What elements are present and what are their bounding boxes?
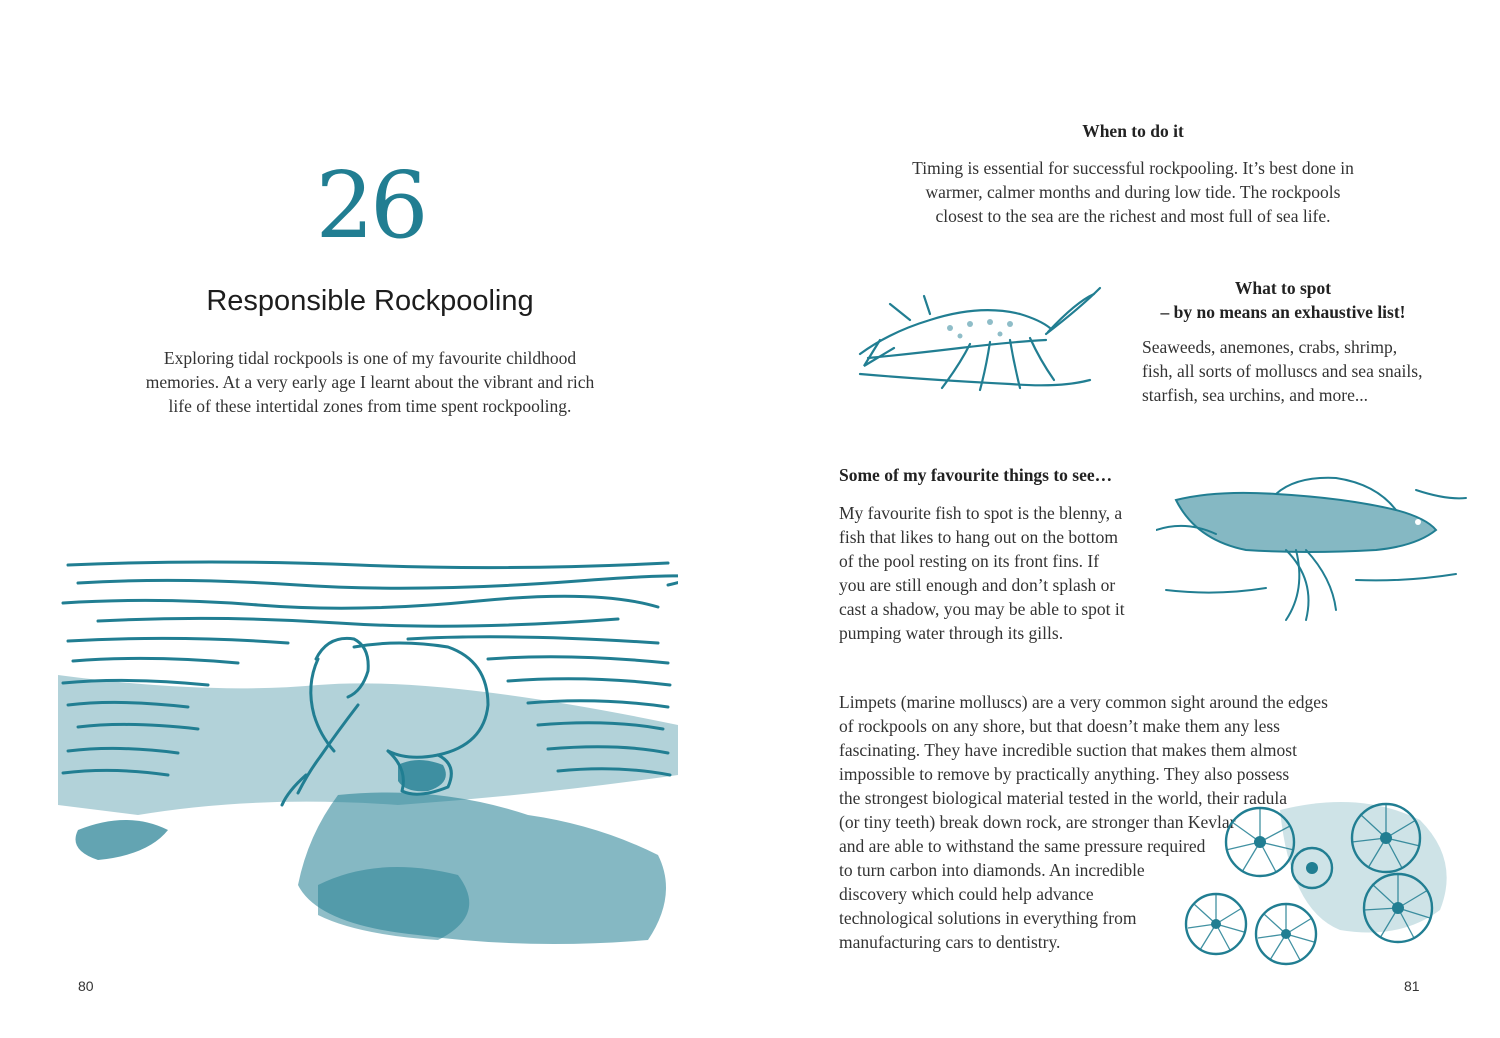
spot-line: fish, all sorts of molluscs and sea snails, [1142, 361, 1423, 381]
favourites-line: of the pool resting on its front fins. If [839, 551, 1100, 571]
limpets-line: and are able to withstand the same pressure required [839, 836, 1206, 856]
limpets-line: (or tiny teeth) break down rock, are stronger than Kevlar [839, 812, 1236, 832]
page-number-left: 80 [78, 978, 94, 994]
spot-heading-line: – by no means an exhaustive list! [1160, 302, 1406, 322]
limpets-line: impossible to remove by practically anything. They also possess [839, 764, 1290, 784]
limpets-illustration [1160, 790, 1460, 975]
intro-line: memories. At a very early age I learnt about the vibrant and rich [145, 372, 595, 392]
section-heading-favourites: Some of my favourite things to see… [839, 465, 1113, 485]
chapter-title: Responsible Rockpooling [206, 285, 534, 317]
blenny-fish-illustration [1156, 470, 1470, 630]
spot-heading-line: What to spot [1234, 278, 1332, 298]
page-number-right: 81 [1404, 978, 1420, 994]
intro-line: Exploring tidal rockpools is one of my favourite childhood [163, 348, 577, 368]
limpets-line: Limpets (marine molluscs) are a very common sight around the edges [839, 692, 1328, 712]
spot-line: Seaweeds, anemones, crabs, shrimp, [1142, 337, 1398, 357]
favourites-line: My favourite fish to spot is the blenny, a [839, 503, 1123, 523]
spot-line: starfish, sea urchins, and more... [1142, 385, 1368, 405]
rockpooling-illustration [58, 555, 678, 955]
limpets-line: the strongest biological material tested in the world, their radula [839, 788, 1288, 808]
intro-line: life of these intertidal zones from time spent rockpooling. [168, 396, 572, 416]
section-heading-spot [1140, 276, 1426, 324]
when-line: closest to the sea are the richest and most full of sea life. [935, 206, 1331, 226]
limpets-line: fascinating. They have incredible suction that makes them almost [839, 740, 1297, 760]
favourites-paragraph [839, 501, 1139, 645]
chapter-number: 26 [315, 152, 425, 259]
favourites-line: fish that likes to hang out on the bottom [839, 527, 1119, 547]
when-paragraph [900, 156, 1366, 228]
limpets-line: to turn carbon into diamonds. An incredible [839, 860, 1145, 880]
favourites-line: cast a shadow, you may be able to spot it [839, 599, 1125, 619]
when-line: warmer, calmer months and during low tide. The rockpools [925, 182, 1341, 202]
limpets-line: manufacturing cars to dentistry. [839, 932, 1061, 952]
when-line: Timing is essential for successful rockpooling. It’s best done in [912, 158, 1354, 178]
limpets-line: discovery which could help advance [839, 884, 1094, 904]
favourites-line: you are still enough and don’t splash or [839, 575, 1116, 595]
shrimp-illustration [850, 284, 1106, 396]
favourites-line: pumping water through its gills. [839, 623, 1064, 643]
limpets-line: technological solutions in everything from [839, 908, 1137, 928]
limpets-line: of rockpools on any shore, but that doesn’t make them any less [839, 716, 1280, 736]
section-heading-when: When to do it [1082, 121, 1184, 141]
intro-paragraph [130, 346, 610, 418]
spot-paragraph [1142, 335, 1432, 407]
